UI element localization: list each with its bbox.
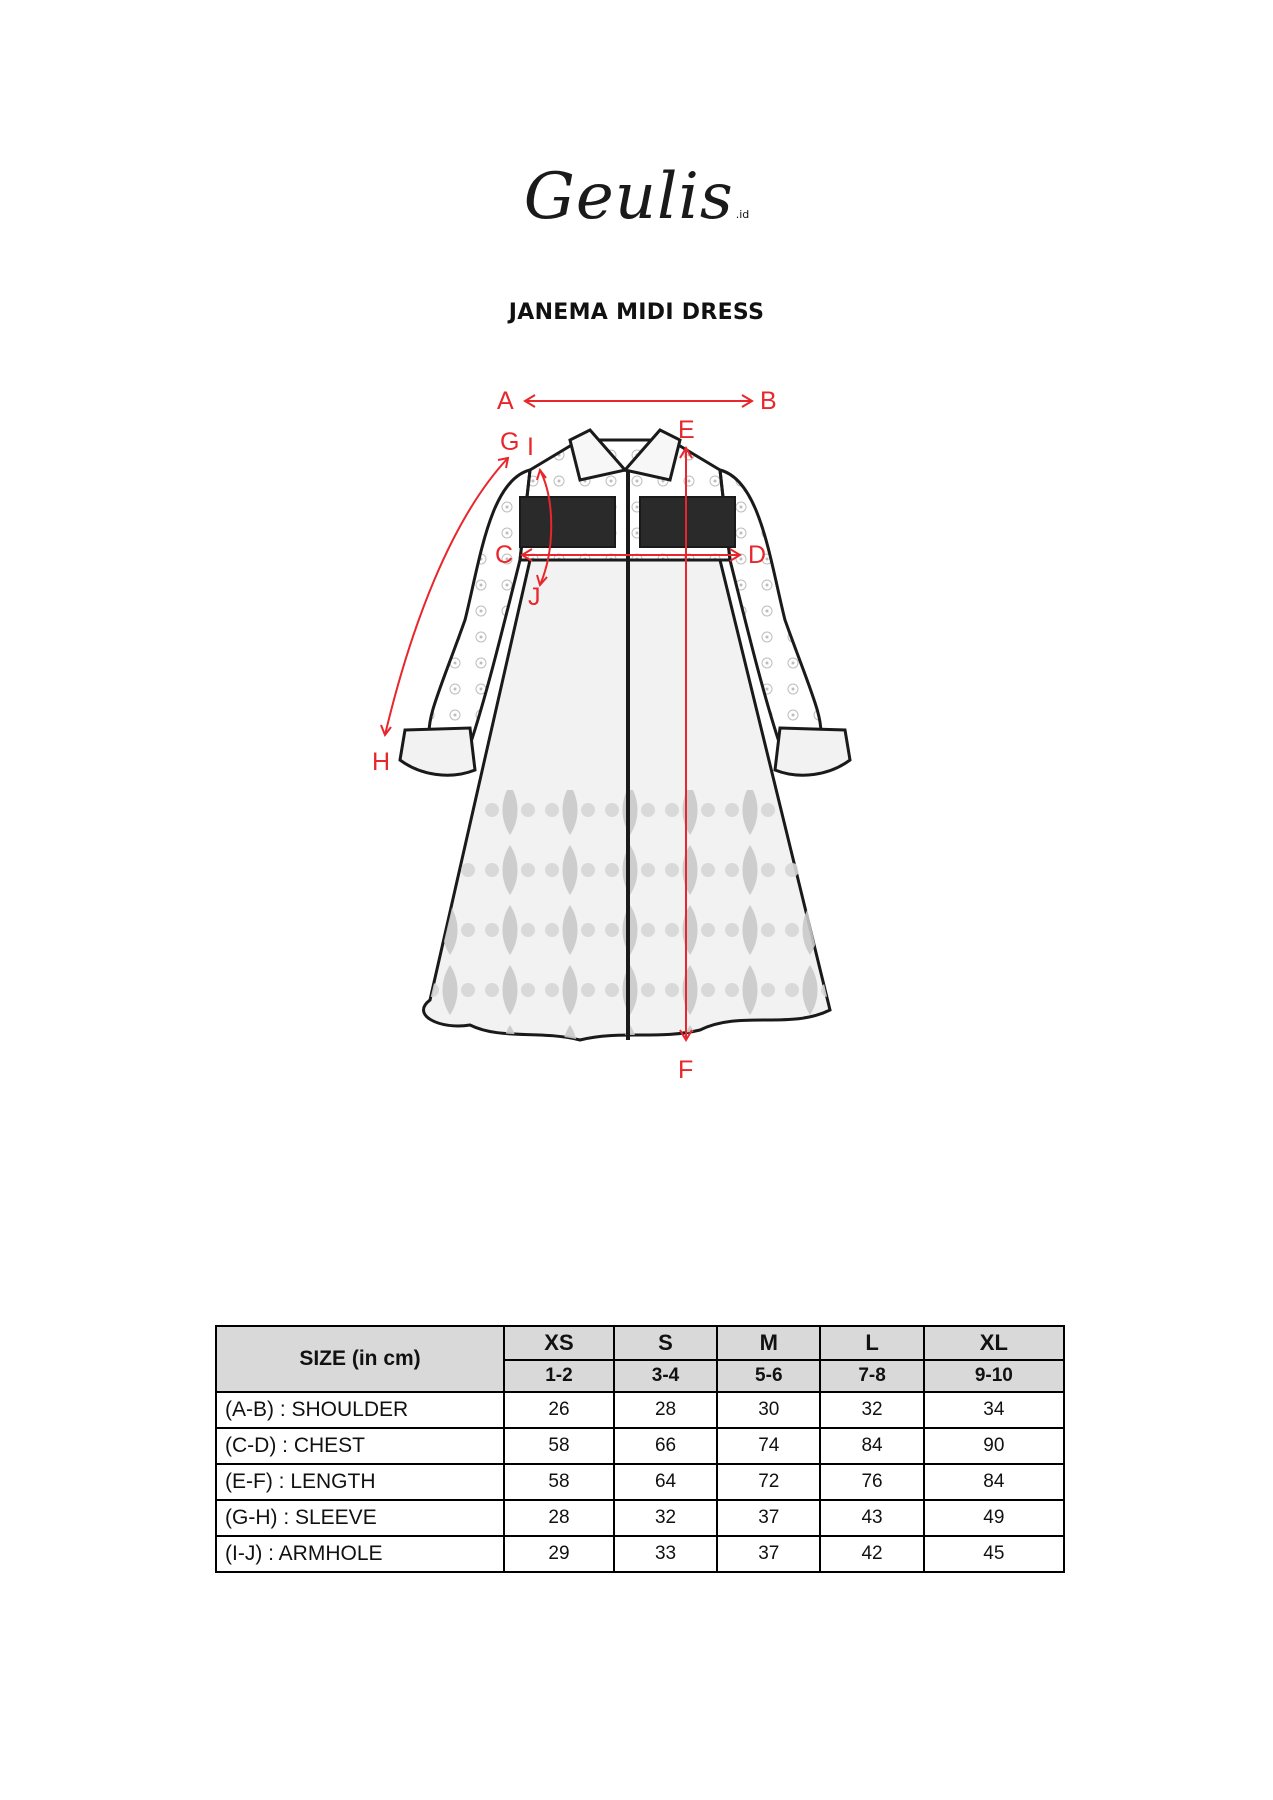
- table-row: [216, 1464, 1064, 1500]
- table-cell: 26: [504, 1392, 614, 1428]
- age-xl: 9-10: [924, 1360, 1064, 1392]
- table-cell: 90: [924, 1428, 1064, 1464]
- table-cell: 43: [820, 1500, 923, 1536]
- row-label-sleeve: (G-H) : SLEEVE: [216, 1500, 504, 1536]
- age-xs: 1-2: [504, 1360, 614, 1392]
- label-f: F: [678, 1056, 694, 1084]
- label-a: A: [497, 387, 514, 415]
- table-cell: 45: [924, 1536, 1064, 1572]
- table-cell: 42: [820, 1536, 923, 1572]
- size-xl: XL: [924, 1326, 1064, 1360]
- label-h: H: [372, 748, 391, 776]
- label-j: J: [528, 583, 541, 611]
- product-title: JANEMA MIDI DRESS: [508, 300, 765, 325]
- size-xs: XS: [504, 1326, 614, 1360]
- age-s: 3-4: [614, 1360, 717, 1392]
- table-cell: 32: [614, 1500, 717, 1536]
- label-b: B: [760, 387, 777, 415]
- dress-right-cuff: [775, 728, 850, 775]
- label-g: G: [500, 428, 520, 456]
- table-cell: 28: [614, 1392, 717, 1428]
- measure-a-b: [525, 395, 752, 407]
- table-cell: 66: [614, 1428, 717, 1464]
- size-header-row: [216, 1326, 1064, 1360]
- brand-logo-suffix: .id: [735, 208, 750, 221]
- table-cell: 33: [614, 1536, 717, 1572]
- brand-logo-text: Geulis: [523, 160, 734, 234]
- table-cell: 37: [717, 1536, 820, 1572]
- age-m: 5-6: [717, 1360, 820, 1392]
- table-cell: 49: [924, 1500, 1064, 1536]
- table-cell: 58: [504, 1428, 614, 1464]
- size-l: L: [820, 1326, 923, 1360]
- smocking-right: [640, 497, 735, 547]
- table-cell: 30: [717, 1392, 820, 1428]
- row-label-chest: (C-D) : CHEST: [216, 1428, 504, 1464]
- label-i: I: [527, 433, 534, 461]
- table-cell: 34: [924, 1392, 1064, 1428]
- table-cell: 58: [504, 1464, 614, 1500]
- table-cell: 28: [504, 1500, 614, 1536]
- table-row: [216, 1428, 1064, 1464]
- size-s: S: [614, 1326, 717, 1360]
- table-row: [216, 1536, 1064, 1572]
- row-label-armhole: (I-J) : ARMHOLE: [216, 1536, 504, 1572]
- table-cell: 64: [614, 1464, 717, 1500]
- row-label-shoulder: (A-B) : SHOULDER: [216, 1392, 504, 1428]
- label-e: E: [678, 416, 695, 444]
- smocking-left: [520, 497, 615, 547]
- label-d: D: [748, 541, 767, 569]
- row-label-length: (E-F) : LENGTH: [216, 1464, 504, 1500]
- size-corner-label: SIZE (in cm): [216, 1326, 504, 1392]
- dress-left-cuff: [400, 728, 475, 775]
- age-l: 7-8: [820, 1360, 923, 1392]
- table-cell: 84: [820, 1428, 923, 1464]
- size-table: [215, 1325, 1065, 1573]
- table-cell: 84: [924, 1464, 1064, 1500]
- table-row: [216, 1392, 1064, 1428]
- table-cell: 32: [820, 1392, 923, 1428]
- table-cell: 29: [504, 1536, 614, 1572]
- table-cell: 37: [717, 1500, 820, 1536]
- table-cell: 72: [717, 1464, 820, 1500]
- label-c: C: [495, 541, 514, 569]
- table-row: [216, 1500, 1064, 1536]
- table-cell: 74: [717, 1428, 820, 1464]
- size-m: M: [717, 1326, 820, 1360]
- table-cell: 76: [820, 1464, 923, 1500]
